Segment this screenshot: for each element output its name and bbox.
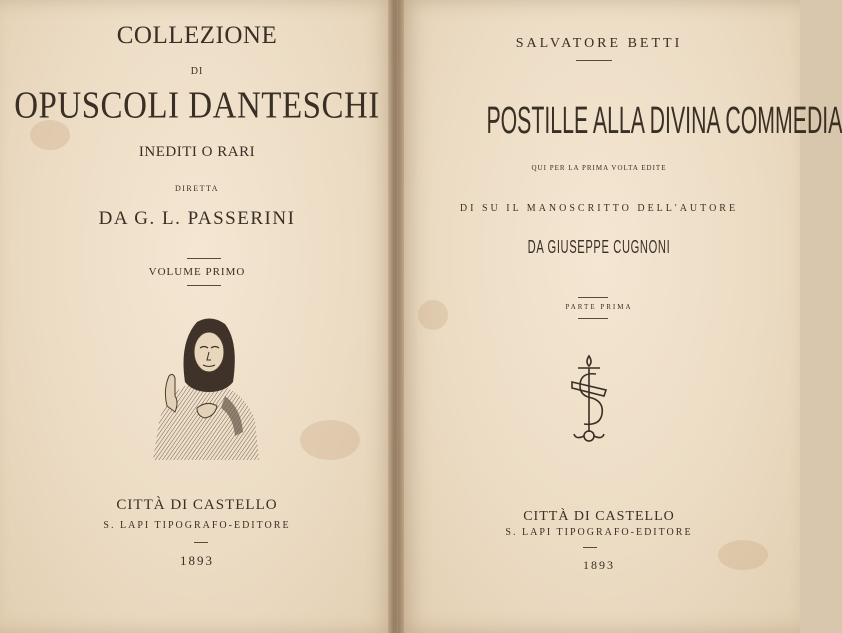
publisher-city: CITTÀ DI CASTELLO: [523, 509, 675, 524]
dante-portrait-icon: [145, 312, 261, 460]
book-gutter: [388, 0, 404, 633]
book-subtitle-2: DI SU IL MANOSCRITTO DELL'AUTORE: [459, 203, 739, 214]
collection-editor: DA G. L. PASSERINI: [98, 208, 296, 229]
publisher-name: S. LAPI TIPOGRAFO-EDITORE: [103, 520, 291, 531]
collection-directed: DIRETTA: [174, 184, 220, 193]
publication-year: 1893: [583, 558, 615, 572]
divider: [187, 258, 221, 259]
book-author: SALVATORE BETTI: [515, 36, 683, 51]
collection-main-title: OPUSCOLI DANTESCHI: [14, 85, 380, 127]
book-title: POSTILLE ALLA DIVINA COMMEDIA: [486, 100, 842, 142]
right-page: [398, 0, 842, 633]
publication-year: 1893: [180, 553, 214, 568]
collection-di: DI: [190, 66, 204, 77]
divider: [578, 318, 608, 319]
left-page: [0, 0, 394, 633]
book-subtitle-1: QUI PER LA PRIMA VOLTA EDITE: [531, 164, 667, 172]
divider: [583, 547, 597, 548]
book-editor: DA GIUSEPPE CUGNONI: [527, 237, 671, 257]
collection-subtitle: INEDITI O RARI: [138, 144, 256, 160]
divider: [194, 542, 208, 543]
divider: [578, 297, 608, 298]
divider: [187, 285, 221, 286]
divider: [576, 60, 612, 61]
publisher-city: CITTÀ DI CASTELLO: [116, 497, 278, 513]
publisher-name: S. LAPI TIPOGRAFO-EDITORE: [505, 527, 693, 538]
book-part: PARTE PRIMA: [565, 303, 633, 311]
collection-title: COLLEZIONE: [116, 22, 278, 49]
volume-label: VOLUME PRIMO: [148, 266, 246, 278]
printer-monogram-icon: [566, 352, 612, 444]
